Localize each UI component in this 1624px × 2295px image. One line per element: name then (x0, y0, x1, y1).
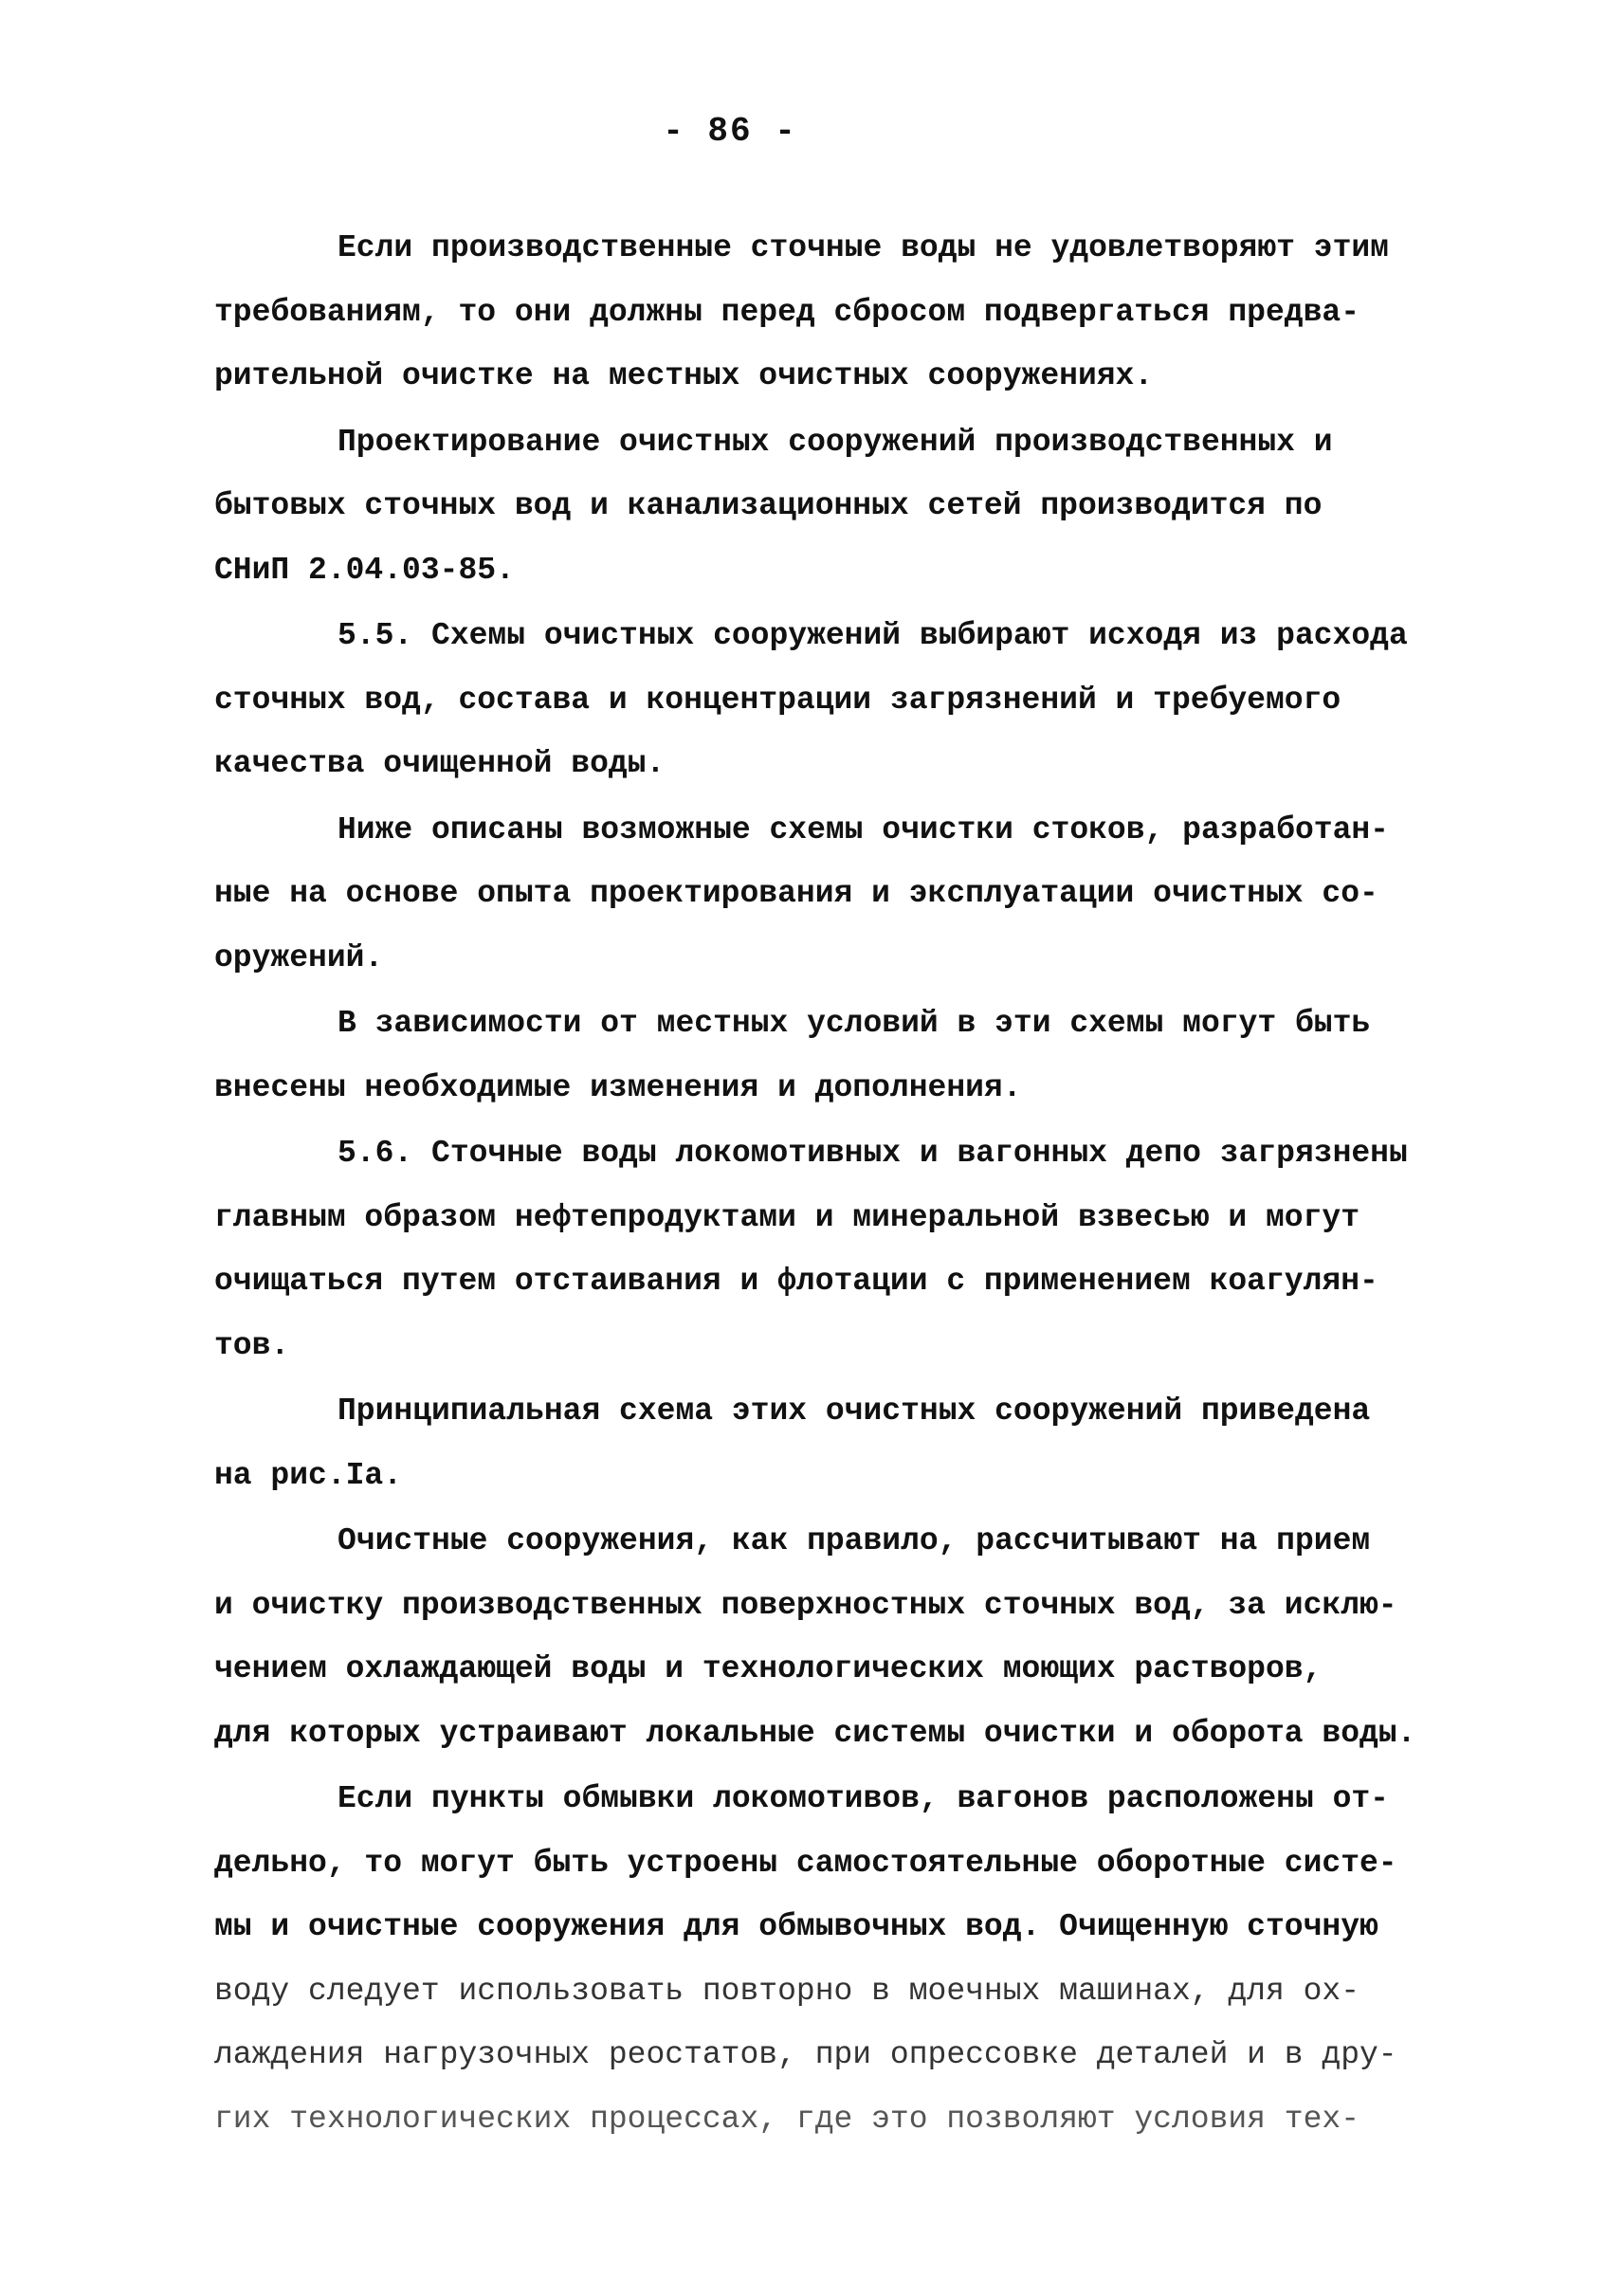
paragraph-3 (214, 604, 1447, 796)
paragraph-2 (214, 410, 1447, 603)
text-line: лаждения нагрузочных реостатов, при опрессовке деталей и в дру- (214, 2037, 1397, 2072)
text-line: гих технологических процессах, где это позволяют условия тех- (214, 2101, 1359, 2137)
text-line: тов. (214, 1327, 290, 1363)
text-line: Принципиальная схема этих очистных сооружений приведена (338, 1393, 1371, 1429)
text-line: Проектирование очистных сооружений производственных и (338, 424, 1333, 460)
text-line: СНиП 2.04.03-85. (214, 552, 515, 588)
text-line: Если производственные сточные воды не удовлетворяют этим (338, 230, 1389, 265)
text-line: на рис.Iа. (214, 1457, 403, 1493)
text-line: Если пункты обмывки локомотивов, вагонов расположены от- (338, 1781, 1389, 1816)
paragraph-9 (214, 1767, 1447, 2151)
text-line: рительной очистке на местных очистных сооружениях. (214, 358, 1154, 393)
text-line: очищаться путем отстаивания и флотации с применением коагулян- (214, 1264, 1378, 1299)
text-line: внесены необходимые изменения и дополнения. (214, 1069, 1022, 1105)
text-line: воду следует использовать повторно в моечных машинах, для ох- (214, 1973, 1359, 2009)
paragraph-1 (214, 216, 1447, 409)
text-line: оружений. (214, 939, 384, 975)
text-line: чением охлаждающей воды и технологических моющих растворов, (214, 1651, 1323, 1686)
text-line: В зависимости от местных условий в эти схемы могут быть (338, 1006, 1371, 1041)
paragraph-4 (214, 798, 1447, 991)
text-line: Ниже описаны возможные схемы очистки стоков, разработан- (338, 811, 1389, 847)
text-line: качества очищенной воды. (214, 746, 666, 781)
paragraph-6 (214, 1121, 1447, 1377)
text-line: 5.6. Сточные воды локомотивных и вагонных депо загрязнены (338, 1136, 1408, 1171)
text-line: главным образом нефтепродуктами и минеральной взвесью и могут (214, 1199, 1359, 1235)
document-body (214, 216, 1447, 2151)
text-line: 5.5. Схемы очистных сооружений выбирают исходя из расхода (338, 618, 1408, 653)
text-line: и очистку производственных поверхностных сточных вод, за исклю- (214, 1587, 1397, 1623)
text-line: требованиям, то они должны перед сбросом подвергаться предва- (214, 294, 1359, 330)
paragraph-5 (214, 992, 1447, 1120)
page-number: - 86 - (663, 112, 797, 151)
text-line: для которых устраивают локальные системы очистки и оборота воды. (214, 1715, 1416, 1751)
text-line: Очистные сооружения, как правило, рассчитывают на прием (338, 1523, 1371, 1558)
paragraph-7 (214, 1379, 1447, 1507)
text-line: ные на основе опыта проектирования и эксплуатации очистных со- (214, 876, 1378, 911)
text-line: дельно, то могут быть устроены самостоятельные оборотные систе- (214, 1845, 1397, 1881)
paragraph-8 (214, 1509, 1447, 1765)
text-line: мы и очистные сооружения для обмывочных вод. Очищенную сточную (214, 1909, 1378, 1944)
text-line: бытовых сточных вод и канализационных сетей производится по (214, 488, 1323, 523)
text-line: сточных вод, состава и концентрации загрязнений и требуемого (214, 682, 1341, 718)
